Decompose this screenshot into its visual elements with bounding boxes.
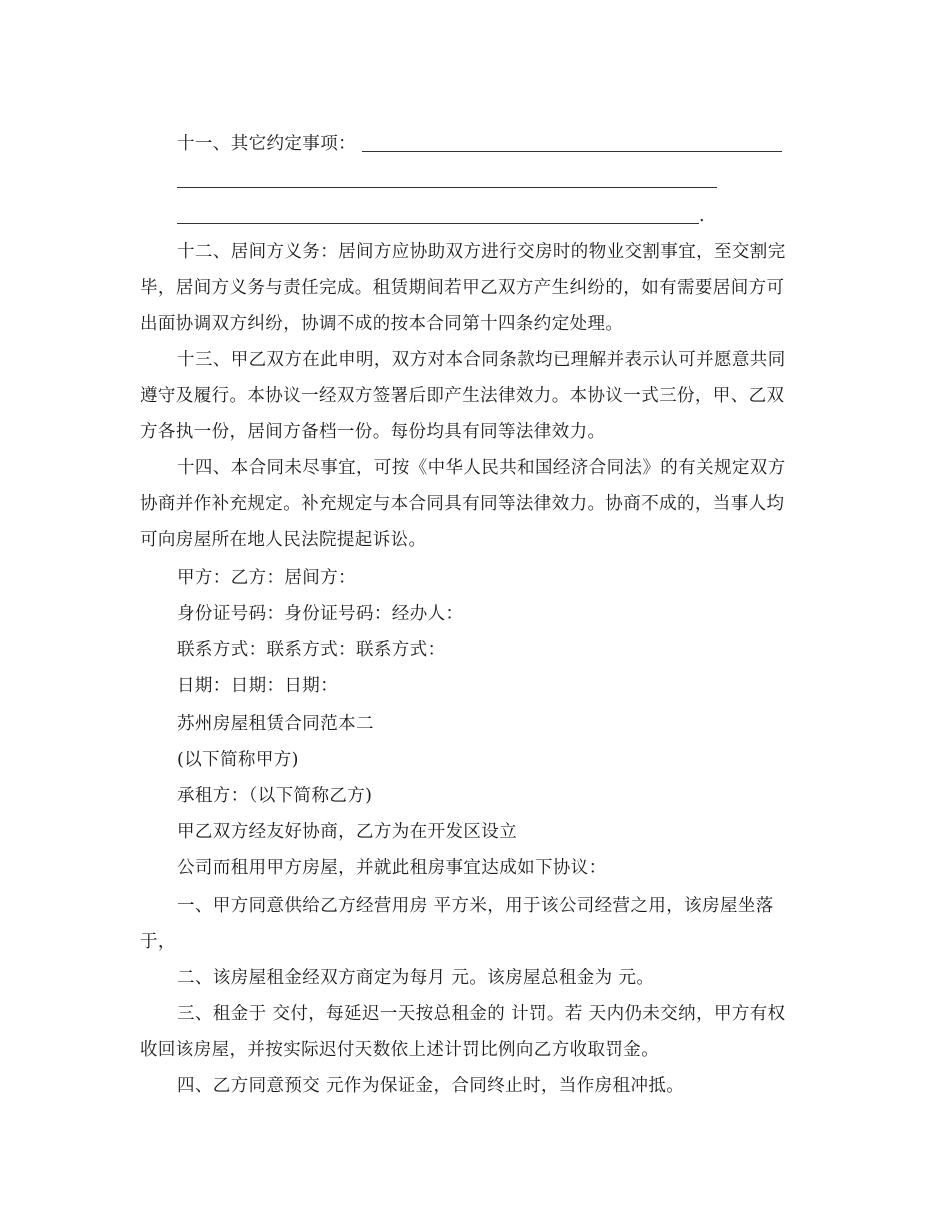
item-2-line: 二、该房屋租金经双方商定为每月 元。该房屋总租金为 元。: [177, 968, 655, 988]
clause-14-line: 十四、本合同未尽事宜，可按《中华人民共和国经济合同法》的有关规定双方: [177, 458, 786, 478]
clause-13-line: 遵守及履行。本协议一经双方签署后即产生法律效力。本协议一式三份，甲、乙双: [140, 386, 785, 406]
item-1-line: 一、甲方同意供给乙方经营用房 平方米，用于该公司经营之用，该房屋坐落: [177, 896, 774, 916]
signature-dates: 日期：日期：日期：: [177, 676, 339, 696]
signature-parties: 甲方：乙方：居间方：: [177, 568, 356, 588]
blank-line: [177, 223, 699, 224]
lessor-line: (以下简称甲方): [177, 750, 299, 770]
item-1-line: 于，: [140, 932, 176, 952]
template-two-title: 苏州房屋租赁合同范本二: [177, 714, 374, 734]
intro-line: 公司而租用甲方房屋，并就此租房事宜达成如下协议：: [177, 858, 607, 878]
clause-11-label: 十一、其它约定事项：: [177, 134, 356, 154]
signature-contacts: 联系方式：联系方式：联系方式：: [177, 640, 446, 660]
clause-13-line: 十三、甲乙双方在此申明，双方对本合同条款均已理解并表示认可并愿意共同: [177, 350, 786, 370]
clause-14-line: 可向房屋所在地人民法院提起诉讼。: [140, 530, 427, 550]
item-3-line: 三、租金于 交付，每延迟一天按总租金的 计罚。若 天内仍未交纳，甲方有权: [177, 1004, 786, 1024]
clause-13-line: 方各执一份，居间方备档一份。每份均具有同等法律效力。: [140, 422, 606, 442]
blank-line: [177, 187, 717, 188]
lessee-line: 承租方：（以下简称乙方): [177, 786, 373, 806]
clause-12-line: 出面协调双方纠纷，协调不成的按本合同第十四条约定处理。: [140, 314, 624, 334]
signature-id-numbers: 身份证号码：身份证号码：经办人：: [177, 604, 464, 624]
clause-14-line: 协商并作补充规定。补充规定与本合同具有同等法律效力。协商不成的，当事人均: [140, 494, 785, 514]
intro-line: 甲乙双方经友好协商，乙方为在开发区设立: [177, 822, 518, 842]
clause-12-line: 十二、居间方义务：居间方应协助双方进行交房时的物业交割事宜，至交割完: [177, 242, 786, 262]
clause-11-end-mark: .: [699, 206, 705, 226]
item-4-line: 四、乙方同意预交 元作为保证金，合同终止时，当作房租冲抵。: [177, 1076, 685, 1096]
item-3-line: 收回该房屋，并按实际迟付天数依上述计罚比例向乙方收取罚金。: [140, 1040, 660, 1060]
blank-line: [362, 151, 782, 152]
clause-12-line: 毕，居间方义务与责任完成。租赁期间若甲乙双方产生纠纷的，如有需要居间方可: [140, 278, 785, 298]
